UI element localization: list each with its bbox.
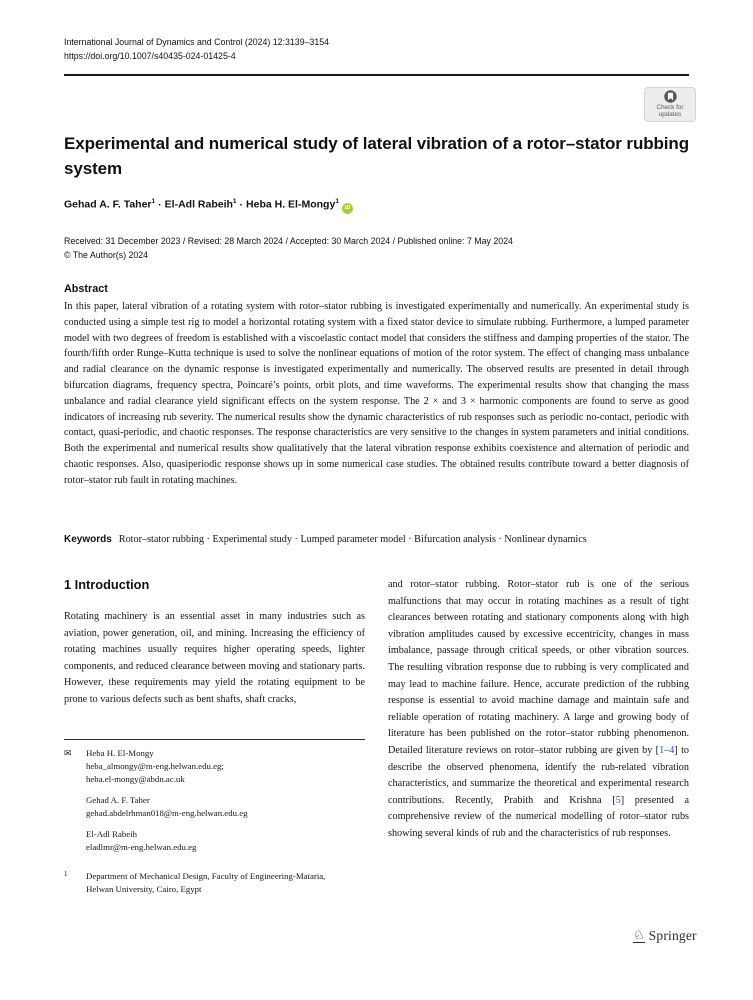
footnote-divider xyxy=(64,739,365,740)
keywords-label: Keywords xyxy=(64,534,112,545)
springer-horse-icon: ♘ xyxy=(633,928,645,943)
page-header xyxy=(64,36,689,63)
article-body-columns xyxy=(64,577,689,904)
author-name: Heba H. El-Mongy xyxy=(246,198,336,211)
affiliation-entry xyxy=(64,870,365,896)
author-list xyxy=(64,198,689,214)
author-name: El-Adl Rabeih xyxy=(164,198,233,211)
publisher-name: Springer xyxy=(648,928,697,943)
affiliation-mark: 1 xyxy=(64,869,68,878)
citation-link-5[interactable]: 5 xyxy=(615,794,621,806)
citation-link-1-4[interactable]: 1–4 xyxy=(659,744,675,756)
correspondence-email-1[interactable]: heba_almongy@m-eng.helwan.edu.eg; xyxy=(86,760,224,771)
affiliation-superscript: 1 xyxy=(232,198,237,205)
keywords-line xyxy=(64,532,689,547)
author-contact-name: Gehad A. F. Taher xyxy=(86,794,150,805)
abstract-heading: Abstract xyxy=(64,283,108,295)
envelope-icon: ✉ xyxy=(64,747,72,758)
author-separator: · xyxy=(239,198,244,211)
orcid-icon[interactable]: iD xyxy=(342,203,353,214)
copyright-line: © The Author(s) 2024 xyxy=(64,249,149,260)
correspondence-name: Heba H. El-Mongy xyxy=(86,747,154,758)
abstract-text: In this paper, lateral vibration of a rotating system with rotor–stator rubbing is investigated experimentally and numerically. An experimental study is conducted using a simple test rig to model a horizontal rotating system with a fixed stator device to simulate rubbing. Furthermore, a lumped parameter model with two degrees of freedom is established with a viscoelastic contact model that considers the stiffness and damping properties of the stator. The fourth/fifth order Runge–Kutta technique is used to solve the nonlinear equations of motion of the rotor system. The effect of changing mass unbalance and radial clearance on the dynamic response is investigated experimentally and numerically. The observed results are presented in detail through bifurcation diagrams, frequency spectra, Poincaré’s points, orbit plots, and time waveforms. The experimental results show that changing the mass unbalance and radial clearance yield significant effects on the system response. The 2 × and 3 × harmonic components are found to serve as good indicators of increasing rub severity. The numerical results show the dynamic characteristics of rub responses such as periodic no-contact, periodic with contact, quasi-periodic, and chaotic responses. The response characteristics are very sensitive to the changes in system parameters and initial conditions. Both the experimental and numerical results show qualitatively that the lateral vibration response exhibits coexistence and alternation of periodic and chaotic responses. Also, quasiperiodic response shows up in some numerical case studies. The obtained results contribute toward a better diagnosis of rotor–stator rub fault in rotating machines. xyxy=(64,301,689,486)
doi-link[interactable]: https://doi.org/10.1007/s40435-024-01425-4 xyxy=(64,50,236,61)
keywords-list: Rotor–stator rubbing · Experimental study · Lumped parameter model · Bifurcation analysis · Nonlinear dynamics xyxy=(118,534,587,545)
abstract-section xyxy=(64,283,689,489)
footnotes-block xyxy=(64,747,365,896)
correspondence-email-2[interactable]: heba.el-mongy@abdn.ac.uk xyxy=(86,773,185,784)
intro-paragraph-left: Rotating machinery is an essential asset in many industries such as aviation, power generation, oil, and mining. Increasing the efficiency of rotating machines usually requires higher operating speeds, lighter components, and reduced clearance between moving and stationary parts. However, these requirements may yield the rotating equipment to be prone to various defects such as bent shafts, shaft cracks, xyxy=(64,611,365,705)
correspondence-entry xyxy=(64,747,365,786)
check-updates-label: Check for updates xyxy=(656,104,684,119)
affiliation-superscript: 1 xyxy=(151,198,156,205)
journal-citation-line: International Journal of Dynamics and Control (2024) 12:3139–3154 xyxy=(64,37,330,47)
author-contact-entry xyxy=(64,794,365,820)
article-history xyxy=(64,235,689,262)
author-contact-entry xyxy=(64,828,365,854)
check-updates-icon xyxy=(664,90,677,103)
springer-logo xyxy=(633,928,697,944)
author-separator: · xyxy=(158,198,162,211)
author-contact-email[interactable]: eladlmr@m-eng.helwan.edu.eg xyxy=(86,841,197,852)
header-divider xyxy=(64,74,689,76)
article-title: Experimental and numerical study of lateral vibration of a rotor–stator rubbing system xyxy=(64,134,689,178)
author-contact-email[interactable]: gehad.abdelrhman018@m-eng.helwan.edu.eg xyxy=(86,807,248,818)
author-name: Gehad A. F. Taher xyxy=(64,198,152,211)
affiliation-superscript: 1 xyxy=(335,198,339,205)
section-heading-introduction: 1 Introduction xyxy=(64,577,150,592)
author-contact-name: El-Adl Rabeih xyxy=(86,828,138,839)
history-line: Received: 31 December 2023 / Revised: 28 March 2024 / Accepted: 30 March 2024 / Published online: 7 May 2024 xyxy=(64,236,513,246)
check-for-updates-badge[interactable] xyxy=(644,87,696,122)
intro-paragraph-right: and rotor–stator rubbing. Rotor–stator rub is one of the serious malfunctions that may occur in rotating machines as a result of tight clearances between rotating and stationary components along with high vibration amplitudes caused by excessive eccentricity, changes in mass imbalance, passage through critical speeds, or other vibration sources. The resulting vibration response due to rubbing is very complicated and may lead to machine failure. Hence, accurate prediction of the rubbing response is essential to avoid machine damage and maintain safe and reliable operation of rotating machinery. A large and growing body of literature has been published on the rotor–stator rubbing phenomenon. Detailed literature reviews on rotor–stator rubbing are given by [1–4] to describe the observed phenomena, identify the rub-related vibration characteristics, and summarize the theoretical and experimental research contributions. Recently, Prabith and Krishna [5] presented a comprehensive review of the numerical modelling of rotor–stator rubs showing several kinds of rub and the characteristics of rub responses. xyxy=(388,579,689,839)
right-column xyxy=(388,577,689,904)
affiliation-text: Department of Mechanical Design, Faculty of Engineering-Mataria, Helwan University, Cairo, Egypt xyxy=(86,870,326,894)
left-column xyxy=(64,577,365,904)
